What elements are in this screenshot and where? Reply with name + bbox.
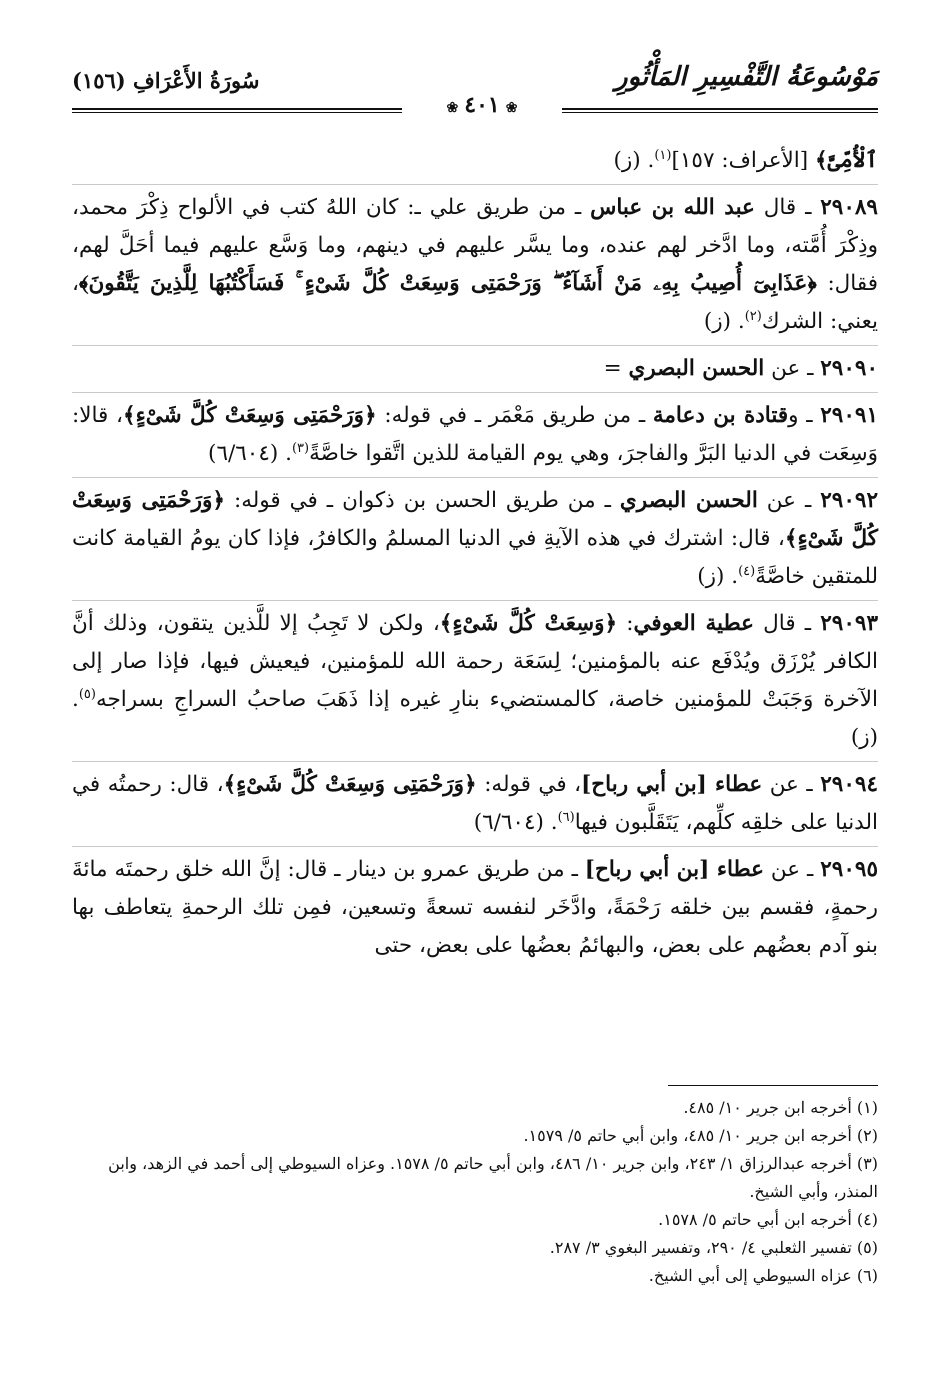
footnotes xyxy=(72,1094,878,1290)
footnote-ref: (٥) xyxy=(78,686,96,702)
footnote-5: (٥) تفسير الثعلبي ٤/ ٢٩٠، وتفسير البغوي ٣/ ٢٨٧. xyxy=(549,1238,878,1257)
narrator-name: عطية العوفي xyxy=(633,611,754,636)
entry-intro xyxy=(72,142,878,180)
entry-29094 xyxy=(72,766,878,842)
entry-29095 xyxy=(72,851,878,965)
quran-text: ٱلْأُمِّىَّ﴾ xyxy=(815,148,878,173)
entry-29090 xyxy=(72,350,878,388)
running-title: مَوْسُوعَةُ التَّفْسِيرِ المَأْثُورِ xyxy=(615,62,878,92)
entry-number: ٢٩٠٩٠ xyxy=(820,356,878,381)
entry-text: . (ز) xyxy=(697,564,739,589)
footnote-ref: (٦) xyxy=(557,809,575,825)
entry-text: ـ عن xyxy=(757,488,821,513)
narrator-name: قتادة بن دعامة xyxy=(652,403,789,428)
entry-text: ـ من طريق علي ـ: كان اللهُ كتب في الألواح ذِكْرَ محمد، وذِكْرَ أُمَّته، وما ادَّخر لهم عنده، وما يسَّر عليهم في دينهم، وما وَسَّع عليهم فيما أحَلَّ لهم، فقال: xyxy=(72,195,879,296)
running-surah: سُورَةُ الأَعْرَافِ (١٥٦) xyxy=(72,68,260,93)
entry-29092 xyxy=(72,482,878,596)
footnote-6: (٦) عزاه السيوطي إلى أبي الشيخ. xyxy=(648,1266,878,1285)
entry-29091 xyxy=(72,397,878,473)
quran-text: ﴿عَذَابِىٓ أُصِيبُ بِهِۦ مَنْ أَشَآءُ ۖ وَرَحْمَتِى وَسِعَتْ كُلَّ شَىْءٍ ۚ فَسَأَكْتُبُهَا لِلَّذِينَ يَتَّقُونَ﴾ xyxy=(78,271,817,296)
entry-number: ٢٩٠٨٩ xyxy=(820,195,878,220)
narrator-name: عطاء [بن أبي رباح] xyxy=(581,772,763,797)
page-number-block xyxy=(402,92,562,118)
entry-text: . (ز) xyxy=(703,309,745,334)
quran-text: ﴿وَرَحْمَتِى وَسِعَتْ كُلَّ شَىْءٍ﴾ xyxy=(72,488,878,551)
ornament-icon: ❀ xyxy=(446,100,459,116)
narrator-name: الحسن البصري xyxy=(628,356,765,381)
entry-text: ـ قال xyxy=(754,195,821,220)
entry-text: . (٦/٦٠٤) xyxy=(473,810,558,835)
entry-text: ـ من طريق الحسن بن ذكوان ـ في قوله: xyxy=(225,488,620,513)
page-header xyxy=(72,62,878,120)
footnote-ref: (١) xyxy=(654,147,672,163)
footnote-separator xyxy=(668,1085,878,1086)
entry-text: ـ من طريق مَعْمَر ـ في قوله: xyxy=(376,403,653,428)
entry-number: ٢٩٠٩١ xyxy=(820,403,878,428)
entry-number: ٢٩٠٩٤ xyxy=(820,772,878,797)
entry-text: ـ من طريق عمرو بن دينار ـ قال: إنَّ الله خلق رحمتَه مائةَ رحمةٍ، فقسم بين خلقه رَحْمَةً، وادَّخَر لنفسه تسعةً وتسعين، فمِن تلك الرحمةِ يتعاطف بها بنو آدم بعضُهم على بعض، والبهائمُ بعضُها على بعض، حتى xyxy=(72,857,878,958)
entry-text: ، ولكن لا تَجِبُ إلا للَّذين يتقون، وذلك أنَّ الكافر يُرْزَق ويُدْفَع عنه بالمؤمنين؛ لِسَعَة رحمة الله للمؤمنين، فيعيش فيها، فإذا صار إلى الآخرة وَجَبَتْ للمؤمنين خاصة، كالمستضيء بنارِ غيره إذا ذَهَبَ صاحبُ السراجِ بسراجه xyxy=(72,611,878,712)
main-text xyxy=(72,142,878,965)
quran-text: ﴿وَرَحْمَتِى وَسِعَتْ كُلَّ شَىْءٍ﴾ xyxy=(123,403,377,428)
entry-text: ، قال: اشترك في هذه الآيةِ في الدنيا المسلمُ والكافرُ، فإذا كان يومُ القيامة كانت للمتقين خاصَّةً xyxy=(72,526,878,589)
narrator-name: عبد الله بن عباس xyxy=(590,195,755,220)
entry-divider xyxy=(72,477,878,478)
entry-text: . (٦/٦٠٤) xyxy=(208,441,292,466)
quran-text: ﴿وَرَحْمَتِى وَسِعَتْ كُلَّ شَىْءٍ﴾ xyxy=(223,772,477,797)
book-page xyxy=(72,62,878,1352)
entry-text: ـ و xyxy=(788,403,821,428)
ornament-icon: ❀ xyxy=(505,100,518,116)
footnote-ref: (٤) xyxy=(738,563,756,579)
entry-number: ٢٩٠٩٣ xyxy=(820,611,878,636)
footnote-2: (٢) أخرجه ابن جرير ١٠/ ٤٨٥، وابن أبي حاتم ٥/ ١٥٧٩. xyxy=(523,1126,878,1145)
entry-text: ـ قال xyxy=(754,611,821,636)
entry-text: ، يعني: الشرك xyxy=(72,271,878,334)
entry-divider xyxy=(72,392,878,393)
entry-divider xyxy=(72,761,878,762)
entry-text: ـ عن xyxy=(764,857,821,882)
footnote-ref: (٣) xyxy=(291,440,310,456)
entry-text: . (ز) xyxy=(613,148,655,173)
entry-divider xyxy=(72,184,878,185)
entry-text: ، في قوله: xyxy=(476,772,582,797)
narrator-name: الحسن البصري xyxy=(619,488,758,513)
page-number: ٤٠١ xyxy=(464,92,500,118)
entry-text: ، قالا: وَسِعَت في الدنيا البَرَّ والفاجرَ، وهي يوم القيامة للذين اتَّقوا خاصَّةً xyxy=(72,403,878,466)
entry-divider xyxy=(72,846,878,847)
footnote-1: (١) أخرجه ابن جرير ١٠/ ٤٨٥. xyxy=(683,1098,878,1117)
footnote-3: (٣) أخرجه عبدالرزاق ١/ ٢٤٣، وابن جرير ١٠/ ٤٨٦، وابن أبي حاتم ٥/ ١٥٧٨. وعزاه السيوطي إلى أحمد في الزهد، وابن المنذر، وأبي الشيخ. xyxy=(108,1154,878,1201)
entry-text: = xyxy=(603,356,629,381)
footnote-ref: (٢) xyxy=(744,308,762,324)
narrator-name: عطاء [بن أبي رباح] xyxy=(584,857,764,882)
entry-text: ، قال: رحمتُه في الدنيا على خلقِه كلِّهم، يَتَقَلَّبون فيها xyxy=(72,772,878,835)
quran-text: ﴿وَسِعَتْ كُلَّ شَىْءٍ﴾ xyxy=(439,611,618,636)
entry-number: ٢٩٠٩٥ xyxy=(820,857,878,882)
entry-text: . (ز) xyxy=(72,687,878,750)
entry-number: ٢٩٠٩٢ xyxy=(820,488,878,513)
footnote-4: (٤) أخرجه ابن أبي حاتم ٥/ ١٥٧٨. xyxy=(658,1210,878,1229)
entry-text: [الأعراف: ١٥٧] xyxy=(671,148,815,173)
entry-text: ـ عن xyxy=(764,356,821,381)
entry-29089 xyxy=(72,189,878,341)
entry-divider xyxy=(72,600,878,601)
entry-29093 xyxy=(72,605,878,757)
entry-divider xyxy=(72,345,878,346)
entry-text: ـ عن xyxy=(762,772,821,797)
entry-text: : xyxy=(617,611,634,636)
